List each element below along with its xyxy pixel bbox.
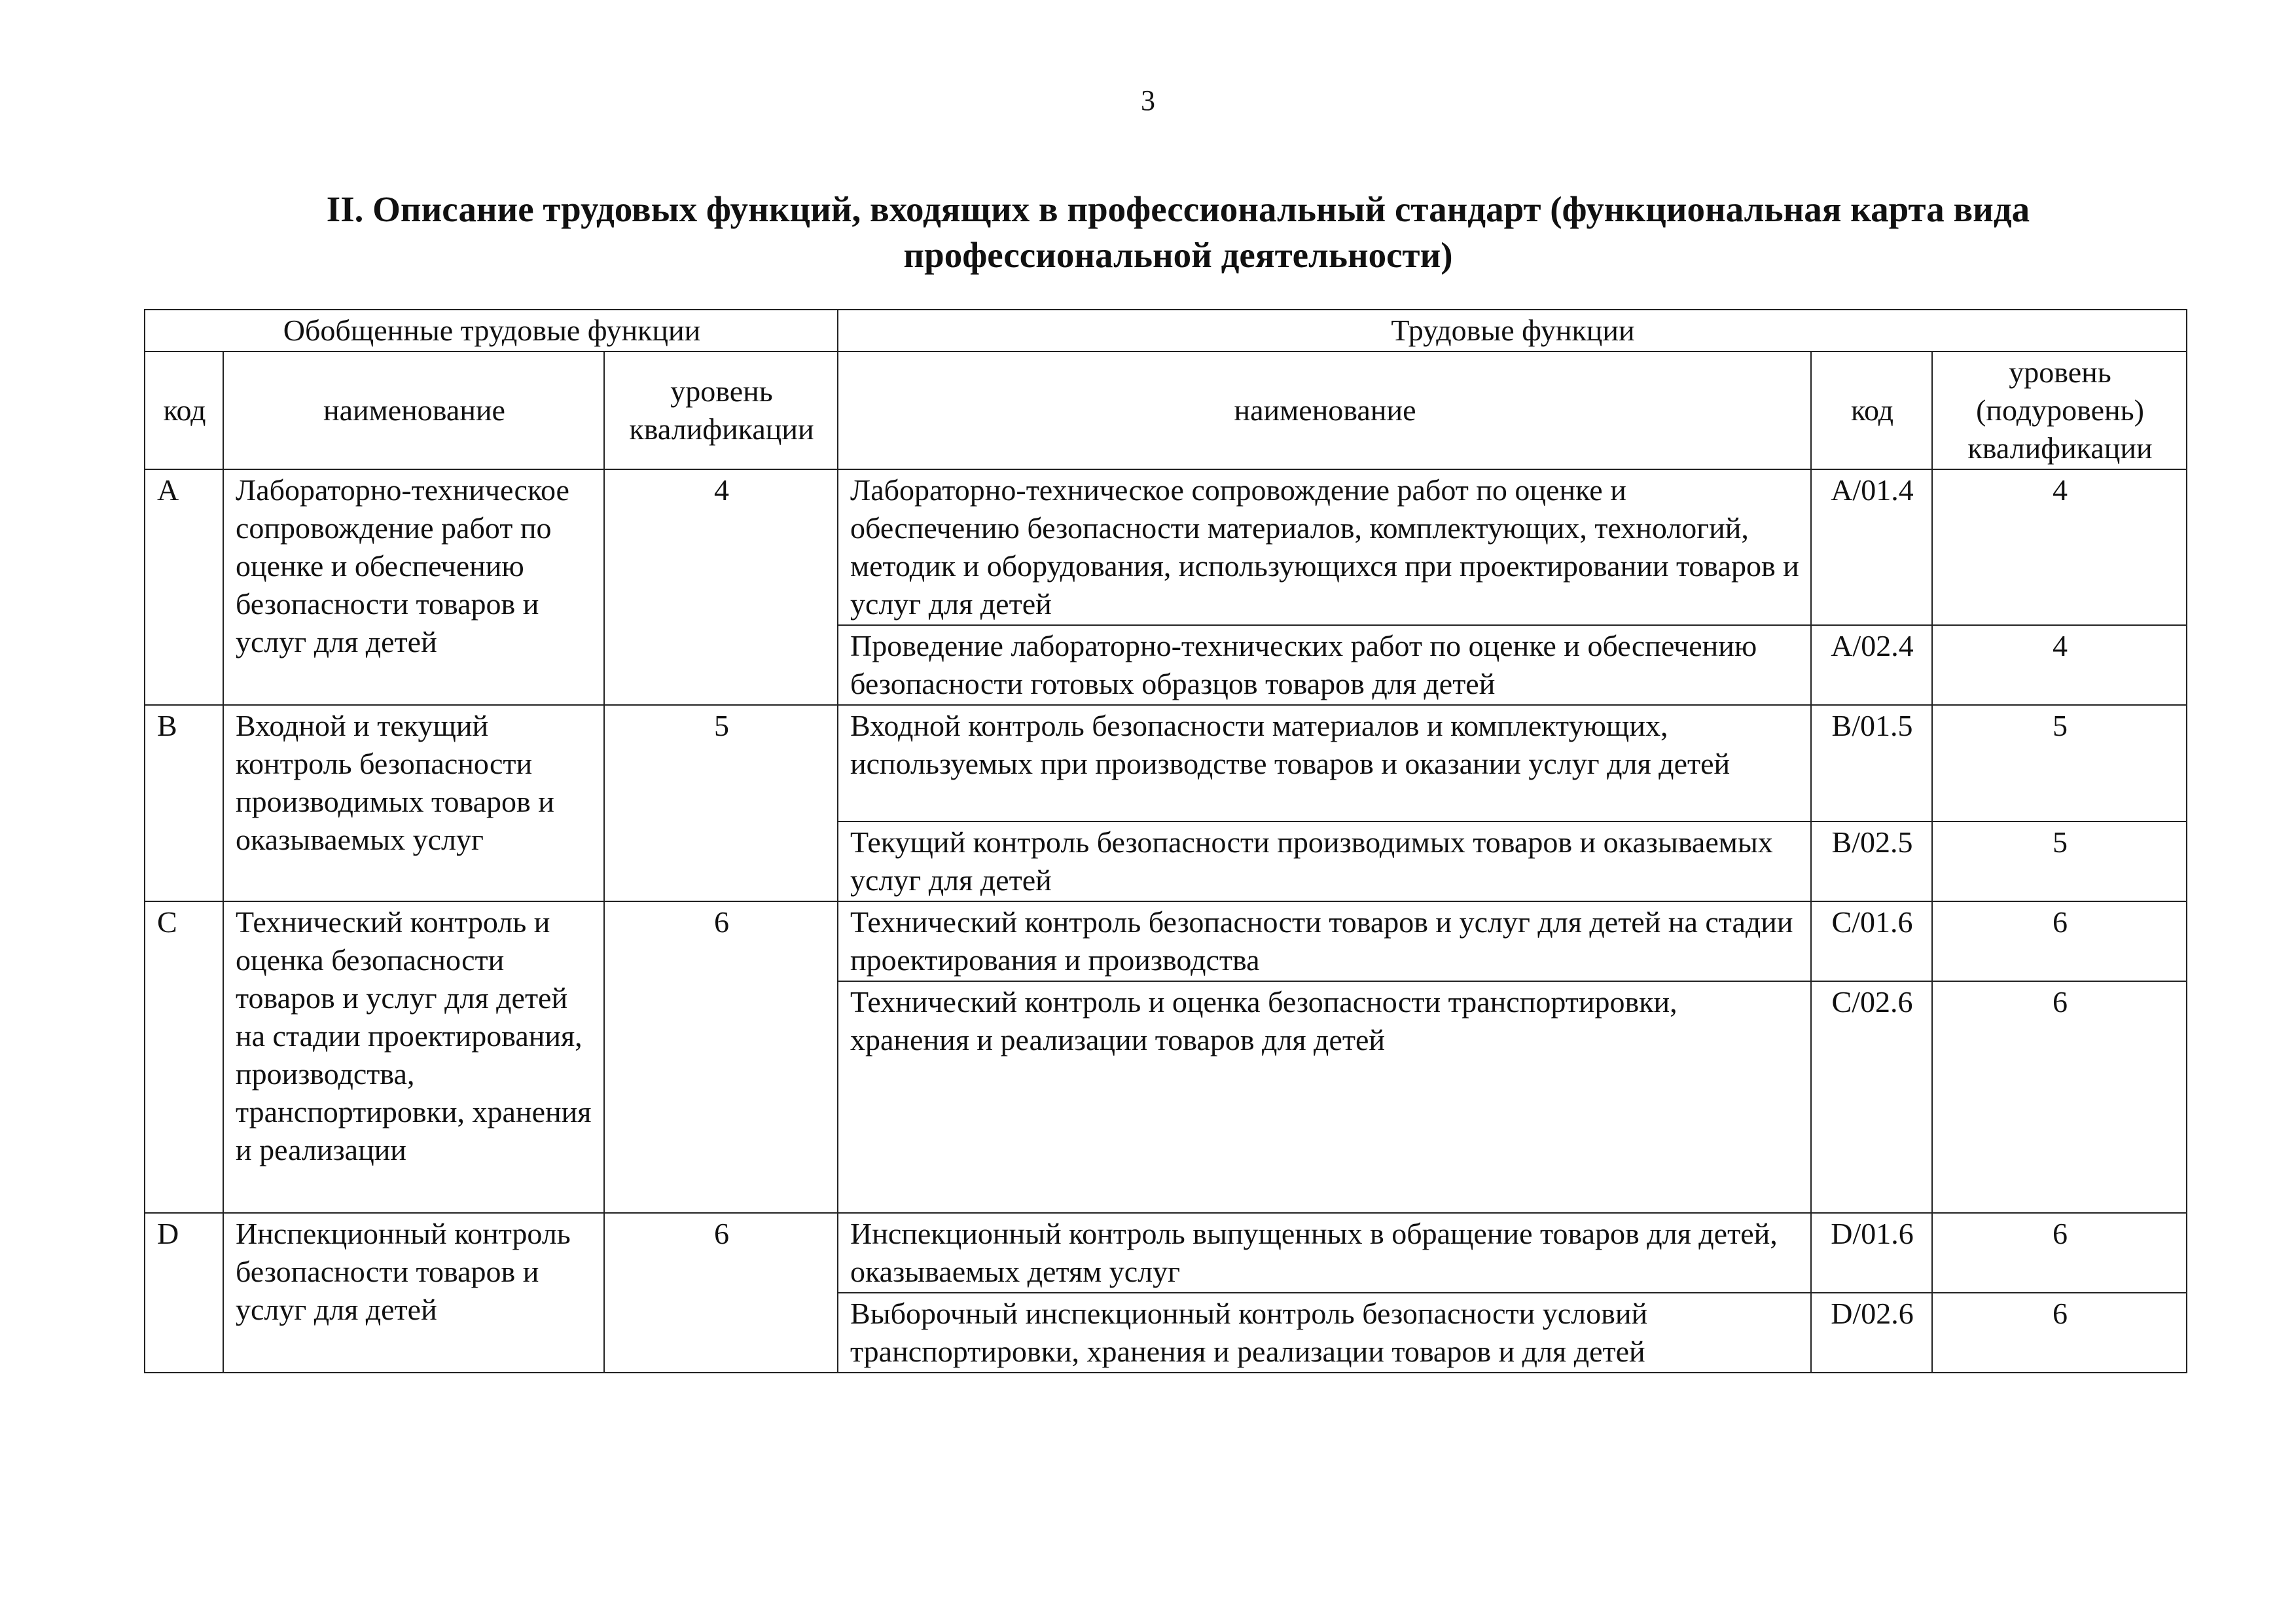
function-level: 4 [1932, 469, 2187, 625]
function-name: Входной контроль безопасности материалов и комплектующих, используемых при производстве товаров и оказании услуг для детей [838, 705, 1811, 821]
function-name: Инспекционный контроль выпущенных в обращение товаров для детей, оказываемых детям услуг [838, 1213, 1811, 1293]
function-name: Текущий контроль безопасности производимых товаров и оказываемых услуг для детей [838, 821, 1811, 901]
function-level: 6 [1932, 901, 2187, 981]
function-name: Лабораторно-техническое сопровождение работ по оценке и обеспечению безопасности материалов, комплектующих, технологий, методик и оборудования, использующихся при проектировании товаров и услуг для детей [838, 469, 1811, 625]
table-row [145, 901, 2187, 981]
group-code: A [145, 469, 223, 705]
group-level: 6 [604, 901, 838, 1213]
header-level: уровень квалификации [604, 352, 838, 469]
header-generalized-functions: Обобщенные трудовые функции [145, 310, 838, 352]
function-code: B/02.5 [1811, 821, 1932, 901]
section-title: II. Описание трудовых функций, входящих в профессиональный стандарт (функциональная карта вида профессиональной деятельности) [326, 189, 2030, 275]
table-row [145, 1213, 2187, 1293]
group-name: Входной и текущий контроль безопасности производимых товаров и оказываемых услуг [223, 705, 604, 901]
function-code: B/01.5 [1811, 705, 1932, 821]
group-level: 6 [604, 1213, 838, 1373]
header-function-level: уровень (подуровень) квалификации [1932, 352, 2187, 469]
group-level: 5 [604, 705, 838, 901]
group-code: D [145, 1213, 223, 1373]
function-name: Технический контроль и оценка безопасности транспортировки, хранения и реализации товаров для детей [838, 981, 1811, 1213]
function-code: D/02.6 [1811, 1293, 1932, 1373]
group-code: B [145, 705, 223, 901]
group-code: C [145, 901, 223, 1213]
function-code: A/02.4 [1811, 625, 1932, 705]
group-name: Инспекционный контроль безопасности товаров и услуг для детей [223, 1213, 604, 1373]
function-code: C/02.6 [1811, 981, 1932, 1213]
function-name: Проведение лабораторно-технических работ по оценке и обеспечению безопасности готовых образцов товаров для детей [838, 625, 1811, 705]
header-function-name: наименование [838, 352, 1811, 469]
header-row-columns [145, 352, 2187, 469]
header-function-code: код [1811, 352, 1932, 469]
group-name: Лабораторно-техническое сопровождение работ по оценке и обеспечению безопасности товаров и услуг для детей [223, 469, 604, 705]
function-level: 6 [1932, 1293, 2187, 1373]
function-code: C/01.6 [1811, 901, 1932, 981]
function-level: 6 [1932, 981, 2187, 1213]
function-name: Технический контроль безопасности товаров и услуг для детей на стадии проектирования и производства [838, 901, 1811, 981]
table-row [145, 469, 2187, 625]
header-row-groups [145, 310, 2187, 352]
group-level: 4 [604, 469, 838, 705]
header-name: наименование [223, 352, 604, 469]
function-level: 5 [1932, 705, 2187, 821]
function-code: A/01.4 [1811, 469, 1932, 625]
page-number: 3 [1141, 84, 1155, 117]
function-name: Выборочный инспекционный контроль безопасности условий транспортировки, хранения и реализации товаров и для детей [838, 1293, 1811, 1373]
function-level: 6 [1932, 1213, 2187, 1293]
header-code: код [145, 352, 223, 469]
function-code: D/01.6 [1811, 1213, 1932, 1293]
function-level: 4 [1932, 625, 2187, 705]
group-name: Технический контроль и оценка безопасности товаров и услуг для детей на стадии проектирования, производства, транспортировки, хранения и реализации [223, 901, 604, 1213]
table-row [145, 705, 2187, 821]
functional-map-table [144, 309, 2187, 1373]
header-labor-functions: Трудовые функции [838, 310, 2187, 352]
function-level: 5 [1932, 821, 2187, 901]
